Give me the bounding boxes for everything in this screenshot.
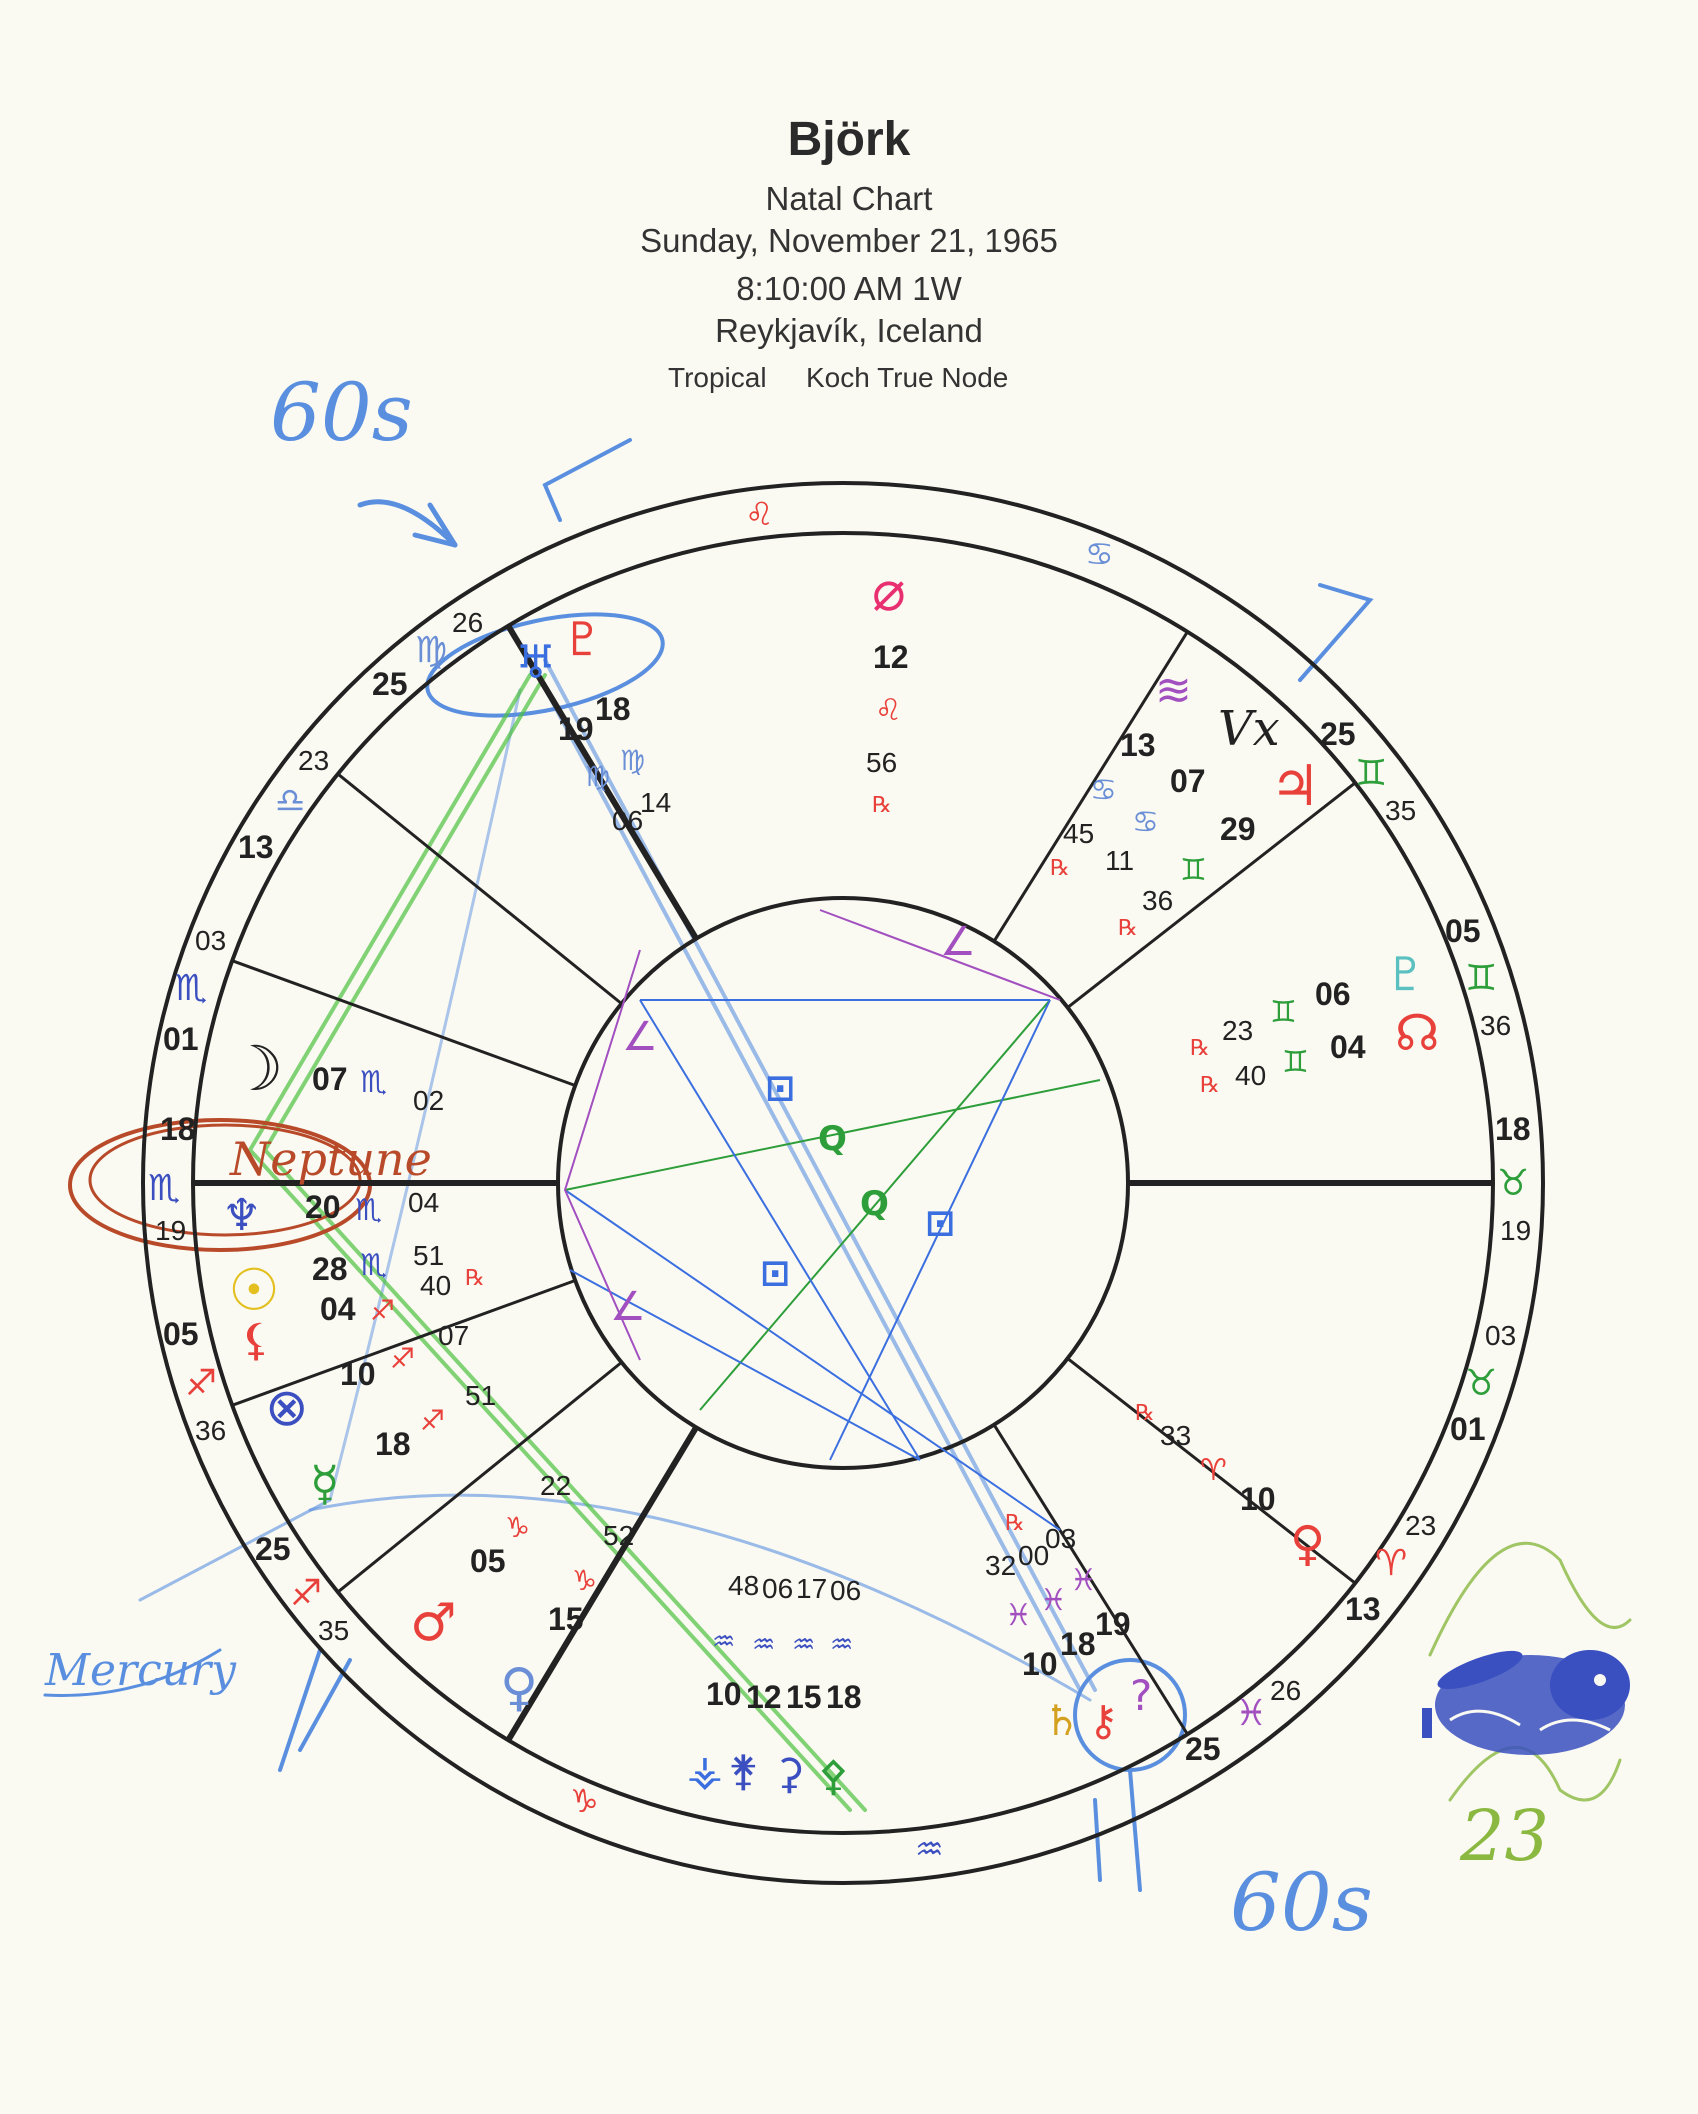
sun-icon: ☉ (228, 1256, 280, 1324)
svg-text:18: 18 (595, 691, 631, 727)
cusp-degree: 05 (1445, 913, 1481, 949)
planet-moon (228, 1032, 444, 1116)
cancer-icon: ♋ (1085, 535, 1114, 573)
north-node-icon: ☊ (1395, 1004, 1440, 1062)
virgo-icon: ♍ (620, 744, 646, 777)
taurus-icon: ♉ (1465, 1363, 1498, 1404)
retrograde-mark: ℞ (1135, 1400, 1155, 1425)
sagittarius-icon: ♐ (390, 1342, 416, 1375)
svg-text:40: 40 (420, 1270, 452, 1301)
svg-text:33: 33 (1160, 1420, 1192, 1451)
annotation-neptune: Neptune (230, 1132, 432, 1186)
annotation-60s-bottom: 60s (1230, 1856, 1373, 1949)
venus-icon: ♀ (500, 1658, 539, 1718)
svg-text:00: 00 (1018, 1540, 1050, 1571)
cusp-minute: 23 (1405, 1510, 1437, 1541)
svg-text:14: 14 (640, 787, 672, 818)
birth-time: 8:10:00 AM 1W (736, 270, 962, 307)
retrograde-mark: ℞ (1190, 1035, 1210, 1060)
sagittarius-icon: ♐ (370, 1294, 396, 1327)
quintile-icon: Q (860, 1184, 889, 1224)
mercury-icon: ☿ (310, 1456, 340, 1512)
svg-text:07: 07 (438, 1320, 470, 1351)
virgo-icon: ♍ (415, 630, 448, 671)
aries-icon: ♈ (1200, 1453, 1227, 1488)
semisextile-icon: ∠ (610, 1284, 646, 1330)
house-cusp-line (232, 961, 575, 1086)
neptune-icon: ♆ (222, 1190, 262, 1241)
gemini-icon: ♊ (1270, 995, 1297, 1030)
svg-text:45: 45 (1063, 818, 1095, 849)
mars-icon: ♂ (410, 1593, 457, 1653)
cusp-degree: 25 (372, 666, 408, 702)
jupiter-icon: ♃ (1270, 754, 1321, 819)
svg-text:28: 28 (312, 1251, 348, 1287)
svg-text:07: 07 (1170, 763, 1206, 799)
capricorn-icon: ♑ (570, 1782, 599, 1820)
taurus-icon: ♉ (1497, 1163, 1530, 1204)
house-cusp-line (338, 774, 622, 1004)
planet-venus (500, 1520, 634, 1718)
svg-text:15: 15 (786, 1679, 822, 1715)
gemini-icon: ♊ (1282, 1045, 1309, 1080)
part-of-fortune-icon: ⊗ (265, 1378, 309, 1438)
eris-icon: ? (1130, 1671, 1153, 1720)
planet-mercury (310, 1380, 496, 1512)
cusp-degree: 18 (160, 1111, 196, 1147)
cusp-minute: 36 (195, 1415, 227, 1446)
svg-text:15: 15 (548, 1601, 584, 1637)
pisces-icon: ♓ (1070, 1563, 1097, 1598)
svg-text:56: 56 (866, 747, 898, 778)
retrograde-mark: ℞ (872, 792, 892, 817)
libra-icon: ♎ (275, 781, 306, 821)
svg-text:22: 22 (540, 1470, 572, 1501)
svg-text:07: 07 (312, 1061, 348, 1097)
ceres-icon: ⚳ (774, 1749, 805, 1798)
annotation-60s-top: 60s (270, 366, 413, 459)
moon-icon: ☽ (228, 1032, 284, 1105)
arrow-annotation-bottom (1095, 1770, 1140, 1890)
planet-sedna (1190, 947, 1426, 1060)
cusp-minute: 03 (195, 925, 227, 956)
svg-text:23: 23 (1222, 1015, 1254, 1046)
retrograde-mark: ℞ (465, 1265, 485, 1290)
scorpio-icon: ♏ (360, 1248, 387, 1283)
retrograde-mark: ℞ (1200, 1072, 1220, 1097)
cusp-minute: 23 (298, 745, 330, 776)
chart-title: Björk (787, 113, 911, 166)
square-icon: ⊡ (765, 1068, 796, 1109)
svg-text:02: 02 (413, 1085, 445, 1116)
svg-text:12: 12 (873, 639, 909, 675)
cusp-minute: 36 (1480, 1010, 1512, 1041)
chiron-icon: ⚷ (1088, 1696, 1119, 1745)
planet-mars (410, 1470, 571, 1653)
pisces-icon: ♓ (1005, 1598, 1032, 1633)
bracket-top-left (545, 440, 630, 520)
svg-text:40: 40 (1235, 1060, 1267, 1091)
svg-text:29: 29 (1220, 811, 1256, 847)
pluto-icon: ♇ (562, 612, 604, 666)
cusp-minute: 26 (452, 607, 484, 638)
cusp-degree: 25 (1185, 1731, 1221, 1767)
leo-icon: ♌ (875, 693, 902, 728)
svg-text:51: 51 (465, 1380, 497, 1411)
svg-text:04: 04 (320, 1291, 356, 1327)
svg-text:10: 10 (1240, 1481, 1276, 1517)
svg-text:05: 05 (470, 1543, 506, 1579)
vertex-icon: Vx (1218, 701, 1280, 757)
svg-text:51: 51 (413, 1240, 445, 1271)
aquarius-stellium (687, 1570, 862, 1800)
chart-subtitle: Natal Chart (765, 180, 933, 217)
retrograde-mark: ℞ (1050, 855, 1070, 880)
square-icon: ⊡ (925, 1203, 956, 1244)
aquarius-icon: ♒ (830, 1630, 854, 1660)
virgo-icon: ♍ (585, 760, 611, 793)
inner-circle (558, 898, 1128, 1468)
cusp-degree: 25 (1320, 716, 1356, 752)
planet-leo (866, 559, 909, 817)
cancer-icon: ♋ (1132, 805, 1159, 840)
birth-date: Sunday, November 21, 1965 (640, 222, 1058, 259)
svg-text:06: 06 (762, 1573, 794, 1604)
semisextile-icon: ∠ (622, 1014, 658, 1060)
cusp-minute: 35 (318, 1615, 350, 1646)
svg-text:18: 18 (826, 1679, 862, 1715)
svg-text:10: 10 (706, 1676, 742, 1712)
svg-text:06: 06 (1315, 976, 1351, 1012)
retrograde-mark: ℞ (1118, 915, 1138, 940)
pisces-icon: ♓ (1235, 1693, 1268, 1734)
svg-text:11: 11 (1105, 845, 1135, 876)
svg-text:36: 36 (1142, 885, 1174, 916)
scorpio-icon: ♏ (360, 1065, 387, 1100)
svg-text:19: 19 (558, 711, 594, 747)
rabbit-stamp-icon (1422, 1643, 1630, 1755)
cusp-minute: 19 (1500, 1215, 1532, 1246)
cusp-degree: 01 (163, 1021, 199, 1057)
cusp-minute: 35 (1385, 795, 1417, 826)
leo-icon: ♌ (745, 495, 774, 533)
cusp-minute: 19 (155, 1215, 187, 1246)
birth-place: Reykjavík, Iceland (715, 312, 983, 349)
pholus-icon: ⌀ (872, 559, 906, 624)
svg-text:06: 06 (830, 1575, 862, 1606)
pisces-icon: ♓ (1040, 1583, 1067, 1618)
cusp-degree: 01 (1450, 1411, 1486, 1447)
aquarius-icon: ♒ (792, 1630, 816, 1660)
gemini-icon: ♊ (1355, 753, 1388, 794)
cusp-degree: 18 (1495, 1111, 1531, 1147)
svg-text:17: 17 (796, 1573, 828, 1604)
pisces-cluster (985, 1510, 1152, 1745)
lilith-icon: ⚸ (240, 1315, 273, 1366)
zodiac-type-label: Tropical (668, 362, 767, 393)
svg-text:10: 10 (340, 1356, 376, 1392)
svg-text:03: 03 (1045, 1523, 1077, 1554)
capricorn-icon: ♑ (505, 1511, 531, 1544)
cusp-degree: 05 (163, 1316, 199, 1352)
aries-icon: ♈ (1375, 1543, 1408, 1584)
svg-text:18: 18 (375, 1426, 411, 1462)
cusp-minute: 03 (1485, 1320, 1517, 1351)
svg-text:04: 04 (408, 1187, 440, 1218)
capricorn-icon: ♑ (572, 1564, 598, 1597)
svg-text:06: 06 (612, 805, 644, 836)
gemini-icon: ♊ (1180, 853, 1207, 888)
annotation-mercury: Mercury (45, 1645, 236, 1696)
scorpio-icon: ♏ (355, 1193, 382, 1228)
juno-icon: ⚵ (728, 1746, 759, 1795)
svg-text:12: 12 (746, 1679, 782, 1715)
svg-text:13: 13 (1120, 727, 1156, 763)
cusp-degree: 13 (238, 829, 274, 865)
svg-text:04: 04 (1330, 1029, 1366, 1065)
aspect-lines (565, 910, 1100, 1530)
gemini-icon: ♊ (1465, 958, 1498, 999)
square-icon: ⊡ (760, 1253, 791, 1294)
scorpio-icon: ♏ (148, 1168, 181, 1209)
retrograde-mark: ℞ (1005, 1510, 1025, 1535)
saturn-icon: ♄ (1043, 1696, 1081, 1745)
uranus-icon: ♅ (515, 635, 557, 689)
cusp-degree: 13 (1345, 1591, 1381, 1627)
svg-text:20: 20 (305, 1189, 341, 1225)
svg-text:10: 10 (1022, 1646, 1058, 1682)
annotation-green-number: 23 (1460, 1795, 1550, 1877)
house-system-label: Koch True Node (806, 362, 1009, 393)
cusp-minute: 26 (1270, 1675, 1302, 1706)
sedna-icon: ♇ (1385, 947, 1427, 1001)
aquarius-icon: ♒ (712, 1627, 736, 1657)
planet-jupiter (1118, 754, 1320, 940)
svg-text:32: 32 (985, 1550, 1017, 1581)
quintile-icon: Q (818, 1119, 847, 1159)
sagittarius-icon: ♐ (290, 1573, 323, 1614)
cancer-icon: ♋ (1090, 773, 1117, 808)
aquarius-icon: ♒ (752, 1630, 776, 1660)
sagittarius-icon: ♐ (185, 1363, 218, 1404)
bracket-top-right (1300, 585, 1370, 680)
scorpio-icon: ♏ (175, 968, 208, 1009)
aquarius-icon: ♒ (915, 1830, 944, 1868)
pallas-icon: ⚴ (818, 1751, 849, 1800)
psyche-icon: ≋ (1155, 665, 1192, 716)
vesta-icon: ⚶ (687, 1746, 723, 1795)
sagittarius-icon: ♐ (420, 1404, 446, 1437)
planet-uranus-pluto (515, 612, 671, 836)
svg-text:52: 52 (603, 1520, 635, 1551)
cusp-degree: 25 (255, 1531, 291, 1567)
venus-icon: ♀ (1290, 1516, 1326, 1572)
svg-text:18: 18 (1060, 1626, 1096, 1662)
svg-text:19: 19 (1095, 1606, 1131, 1642)
svg-text:48: 48 (728, 1570, 760, 1601)
semisextile-icon: ∠ (940, 919, 976, 965)
